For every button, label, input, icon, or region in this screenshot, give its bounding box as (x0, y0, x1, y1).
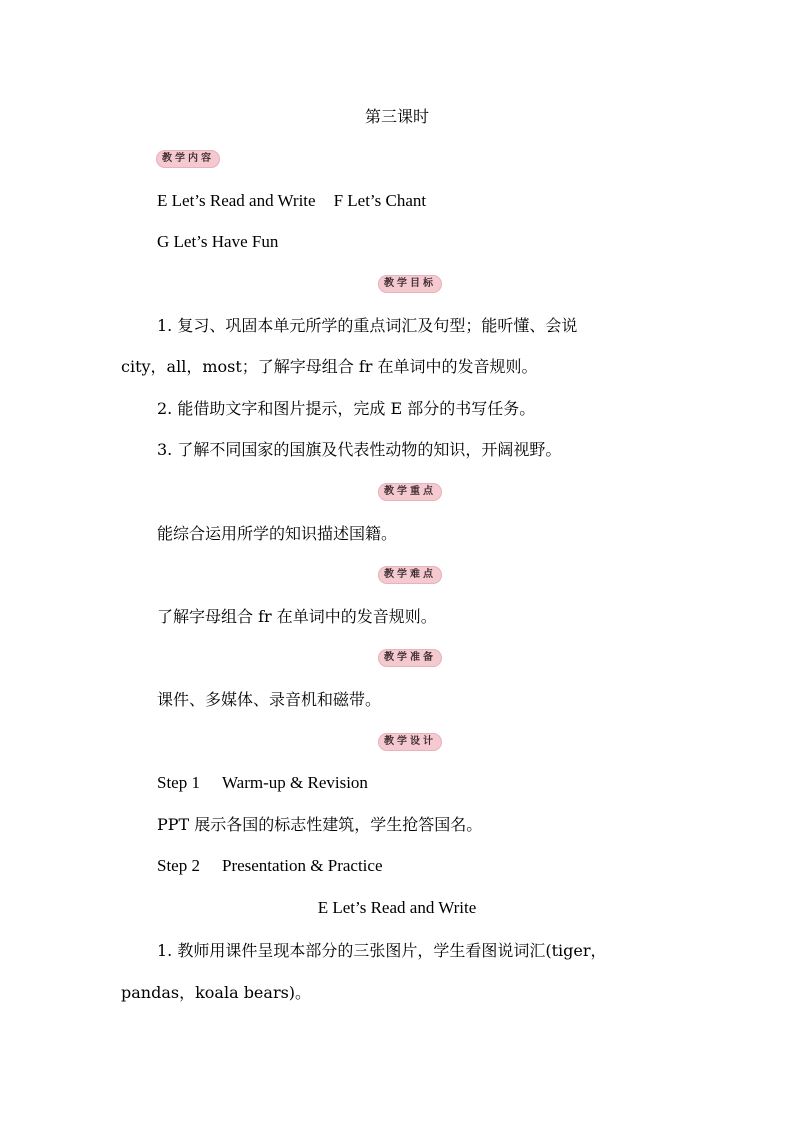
step-2-title: Presentation & Practice (221, 856, 383, 875)
section-key-points-badge-row (0, 483, 794, 503)
content-line-1 (0, 190, 794, 212)
section-label-difficulties: 教学难点 (378, 566, 442, 584)
section-label-preparation: 教学准备 (378, 649, 442, 667)
section-content-badge-row (0, 150, 794, 170)
objective-1-line-1: 1. 复习、巩固本单元所学的重点词汇及句型；能听懂、会说 (157, 316, 578, 335)
difficulties-text: 了解字母组合 fr 在单词中的发音规则。 (157, 607, 437, 626)
step-1-text: PPT 展示各国的标志性建筑，学生抢答国名。 (157, 815, 483, 834)
section-label-teaching-design: 教学设计 (378, 733, 442, 751)
objective-2: 2. 能借助文字和图片提示，完成 E 部分的书写任务。 (157, 399, 536, 418)
section-label-teaching-objectives: 教学目标 (378, 275, 442, 293)
key-points-text: 能综合运用所学的知识描述国籍。 (157, 524, 398, 543)
section-objectives-badge-row (0, 275, 794, 295)
step-2-number: Step 2 (157, 856, 200, 875)
content-item-e: E Let’s Read and Write (157, 191, 316, 210)
objective-1-line-2: city，all，most；了解字母组合 fr 在单词中的发音规则。 (121, 357, 538, 376)
step-1-heading (0, 772, 794, 794)
subheading-read-and-write: E Let’s Read and Write (317, 898, 477, 917)
section-design-badge-row (0, 733, 794, 753)
preparation-text: 课件、多媒体、录音机和磁带。 (157, 690, 382, 709)
step-2-heading (0, 855, 794, 877)
step-1-number: Step 1 (157, 773, 200, 792)
lesson-title: 第三课时 (364, 107, 429, 126)
content-item-g: G Let’s Have Fun (157, 232, 279, 251)
section-difficulties-badge-row (0, 566, 794, 586)
content-item-f: F Let’s Chant (333, 191, 427, 210)
section-preparation-badge-row (0, 649, 794, 669)
design-item-1-line-2: pandas，koala bears)。 (121, 983, 312, 1002)
section-label-teaching-content: 教学内容 (156, 150, 220, 168)
step-1-title: Warm-up & Revision (221, 773, 368, 792)
design-item-1-line-1: 1. 教师用课件呈现本部分的三张图片，学生看图说词汇(tiger， (157, 941, 607, 960)
objective-3: 3. 了解不同国家的国旗及代表性动物的知识，开阔视野。 (157, 440, 562, 459)
section-label-key-points: 教学重点 (378, 483, 442, 501)
